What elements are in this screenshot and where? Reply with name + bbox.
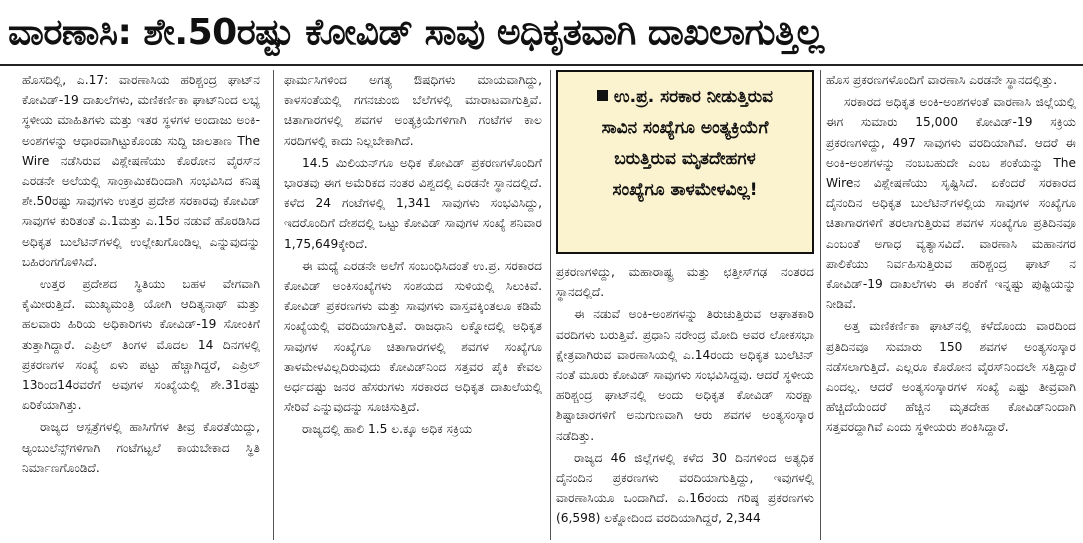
article-paragraph: ಅತ್ತ ಮಣಿಕರ್ಣಿಕಾ ಘಾಟ್‌ನಲ್ಲಿ ಕಳೆದೊಂದು ವಾರದಿಂದ ಪ್ರತಿದಿನವೂ ಸುಮಾರು 150 ಶವಗಳ ಅಂತ್ಯಸಂಸ್ಕಾರ ನಡೆಸಲಾಗುತ್ತಿದೆ. ಎಲ್ಲರೂ ಕೊರೋನ ವೈರಸ್‌ನಿಂದಲೇ ಸತ್ತಿದ್ದಾರೆ ಎಂದಲ್ಲ. ಆದರೆ ಅಂತ್ಯಸಂಸ್ಕಾರಗಳ ಸಂಖ್ಯೆ ಎಷ್ಟು ತೀವ್ರವಾಗಿ ಹೆಚ್ಚಿದೆಯೆಂದರೆ ಹೆಚ್ಚಿನ ಮೃತದೇಹ ಕೋವಿಡ್‌ನಿಂದಾಗಿ ಸತ್ತವರದ್ದಾಗಿವೆ ಎಂದು ಸ್ಥಳೀಯರು ಶಂಕಿಸಿದ್ದಾರೆ. [826, 319, 1076, 435]
article-paragraph: ಫಾರ್ಮಸಿಗಳಿಂದ ಅಗತ್ಯ ಔಷಧಿಗಳು ಮಾಯವಾಗಿದ್ದು, ಕಾಳಸಂತೆಯಲ್ಲಿ ಗಗನಚುಂಬಿ ಬೆಲೆಗಳಲ್ಲಿ ಮಾರಾಟವಾಗುತ್ತಿವೆ. ಚಿತಾಗಾರಗಳಲ್ಲಿ ಶವಗಳ ಅಂತ್ಯಕ್ರಿಯೆಗಳಿಗಾಗಿ ಗಂಟೆಗಳ ಕಾಲ ಸರದಿಗಳಲ್ಲಿ ಕಾದು ನಿಲ್ಲಬೇಕಾಗಿದೆ. [284, 73, 542, 148]
article-column-3 [556, 262, 814, 540]
headline-rule [0, 64, 1083, 66]
article-column-2 [284, 70, 542, 540]
article-paragraph: ಉತ್ತರ ಪ್ರದೇಶದ ಸ್ಥಿತಿಯು ಬಹಳ ವೇಗವಾಗಿ ಕೈಮೀರುತ್ತಿದೆ. ಮುಖ್ಯಮಂತ್ರಿ ಯೋಗಿ ಆದಿತ್ಯನಾಥ್ ಮತ್ತು ಹಲವಾರು ಹಿರಿಯ ಅಧಿಕಾರಿಗಳು ಕೋವಿಡ್-19 ಸೋಂಕಿಗೆ ತುತ್ತಾಗಿದ್ದಾರೆ. ಎಪ್ರಿಲ್ ತಿಂಗಳ ಮೊದಲ 14 ದಿನಗಳಲ್ಲಿ ಪ್ರಕರಣಗಳ ಸಂಖ್ಯೆ ಏಳು ಪಟ್ಟು ಹೆಚ್ಚಾಗಿದ್ದರೆ, ಎಪ್ರಿಲ್ 13ರಿಂದ14ರವರೆಗೆ ಅವುಗಳ ಸಂಖ್ಯೆಯಲ್ಲಿ ಶೇ.31ರಷ್ಟು ಏರಿಕೆಯಾಗಿತ್ತು. [22, 277, 260, 413]
pull-quote-text: ಉ.ಪ್ರ. ಸರಕಾರ ನೀಡುತ್ತಿರುವ [613, 87, 774, 107]
pull-quote-line: ಸಾವಿನ ಸಂಖ್ಯೆಗೂ ಅಂತ್ಯಕ್ರಿಯೆಗೆ [601, 118, 769, 138]
article-paragraph: ರಾಜ್ಯದ ಆಸ್ಪತ್ರೆಗಳಲ್ಲಿ ಹಾಸಿಗೆಗಳ ತೀವ್ರ ಕೊರತೆಯಿದ್ದು, ಆ್ಯಂಬುಲೆನ್ಸ್‌ಗಳಿಗಾಗಿ ಗಂಟೆಗಟ್ಟಲೆ ಕಾಯಬೇಕಾದ ಸ್ಥಿತಿ ನಿರ್ಮಾಣಗೊಂಡಿದೆ. [22, 420, 260, 475]
pull-quote-line [570, 82, 800, 113]
headline: ವಾರಣಾಸಿ: ಶೇ.50ರಷ್ಟು ಕೋವಿಡ್ ಸಾವು ಅಧಿಕೃತವಾಗಿ ದಾಖಲಾಗುತ್ತಿಲ್ಲ [8, 12, 824, 53]
article-paragraph: ರಾಜ್ಯದಲ್ಲಿ ಹಾಲಿ 1.5 ಲ.ಕ್ಕೂ ಅಧಿಕ ಸಕ್ರಿಯ [302, 422, 473, 437]
article-column-1 [22, 70, 260, 540]
column-divider [273, 70, 274, 540]
square-bullet-icon [597, 90, 608, 101]
pull-quote-line: ಬರುತ್ತಿರುವ ಮೃತದೇಹಗಳ [614, 149, 756, 169]
article-paragraph: ಸರಕಾರದ ಅಧಿಕೃತ ಅಂಕಿ-ಅಂಶಗಳಂತೆ ವಾರಣಾಸಿ ಜಿಲ್ಲೆಯಲ್ಲಿ ಈಗ ಸುಮಾರು 15,000 ಕೋವಿಡ್-19 ಸಕ್ರಿಯ ಪ್ರಕರಣಗಳಿದ್ದು, 497 ಸಾವುಗಳು ವರದಿಯಾಗಿವೆ. ಆದರೆ ಈ ಅಂಕಿ-ಅಂಶಗಳನ್ನು ನಂಬಬಹುದೇ ಎಂಬ ಶಂಕೆಯನ್ನು The Wireನ ವಿಶ್ಲೇಷಣೆಯು ಸೃಷ್ಟಿಸಿದೆ. ಏಕೆಂದರೆ ಸರಕಾರದ ದೈನಂದಿನ ಅಧಿಕೃತ ಬುಲೆಟಿನ್‌ಗಳಲ್ಲಿಯ ಸಾವುಗಳ ಸಂಖ್ಯೆಗೂ ಚಿತಾಗಾರಗಳಿಗೆ ತರಲಾಗುತ್ತಿರುವ ಶವಗಳ ಸಂಖ್ಯೆಗೂ ಪ್ರತಿದಿನವೂ ಎಂಬಂತೆ ಅಗಾಧ ವ್ಯತ್ಯಾಸವಿದೆ. ವಾರಣಾಸಿ ಮಹಾನಗರ ಪಾಲಿಕೆಯು ನಿರ್ವಹಿಸುತ್ತಿರುವ ಹರಿಶ್ಚಂದ್ರ ಘಾಟ್ ನ ಕೋವಿಡ್-19 ದಾಖಲೆಗಳು ಈ ಶಂಕೆಗೆ ಇನ್ನಷ್ಟು ಪುಷ್ಟಿಯನ್ನು ನೀಡಿವೆ. [826, 95, 1076, 312]
article-paragraph: ಹೊಸ ಪ್ರಕರಣಗಳೊಂದಿಗೆ ವಾರಣಾಸಿ ಎರಡನೇ ಸ್ಥಾನದಲ್ಲಿತ್ತು. [826, 73, 1058, 87]
column-divider [820, 70, 821, 540]
article-paragraph: ಪ್ರಕರಣಗಳಿದ್ದು, ಮಹಾರಾಷ್ಟ್ರ ಮತ್ತು ಛತ್ತೀಸ್‌ಗಢ ನಂತರದ ಸ್ಥಾನದಲ್ಲಿದೆ. [556, 265, 814, 300]
pull-quote-box [556, 70, 814, 254]
column-divider [550, 70, 551, 540]
article-paragraph: ಈ ಮಧ್ಯೆ ಎರಡನೇ ಅಲೆಗೆ ಸಂಬಂಧಿಸಿದಂತೆ ಉ.ಪ್ರ. ಸರಕಾರದ ಕೋವಿಡ್ ಅಂಕಿಸಂಖ್ಯೆಗಳು ಸಂಶಯದ ಸುಳಿಯಲ್ಲಿ ಸಿಲುಕಿವೆ. ಕೋವಿಡ್ ಪ್ರಕರಣಗಳು ಮತ್ತು ಸಾವುಗಳು ವಾಸ್ತವಕ್ಕಿಂತಲೂ ಕಡಿಮೆ ಸಂಖ್ಯೆಯಲ್ಲಿ ವರದಿಯಾಗುತ್ತಿವೆ. ರಾಜಧಾನಿ ಲಕ್ನೋದಲ್ಲಿ ಅಧಿಕೃತ ಸಾವುಗಳ ಸಂಖ್ಯೆಗೂ ಚಿತಾಗಾರಗಳಲ್ಲಿ ಶವಗಳ ಸಂಖ್ಯೆಗೂ ತಾಳಮೇಳವಿಲ್ಲದಿರುವುದು ಕೋವಿಡ್‌ನಿಂದ ಸತ್ತವರ ಪೈಕಿ ಕೇವಲ ಅರ್ಧದಷ್ಟು ಜನರ ಹೆಸರುಗಳು ಸರಕಾರದ ಅಧಿಕೃತ ದಾಖಲೆಯಲ್ಲಿ ಸೇರಿವೆ ಎನ್ನುವುದನ್ನು ಸೂಚಿಸುತ್ತಿದೆ. [284, 258, 542, 415]
article-column-4 [826, 70, 1076, 540]
article-paragraph: 14.5 ಮಿಲಿಯನ್‌ಗೂ ಅಧಿಕ ಕೋವಿಡ್ ಪ್ರಕರಣಗಳೊಂದಿಗೆ ಭಾರತವು ಈಗ ಅಮೆರಿಕದ ನಂತರ ವಿಶ್ವದಲ್ಲಿ ಎರಡನೇ ಸ್ಥಾನದಲ್ಲಿದೆ. ಕಳೆದ 24 ಗಂಟೆಗಳಲ್ಲಿ 1,341 ಸಾವುಗಳು ಸಂಭವಿಸಿದ್ದು, ಇದರೊಂದಿಗೆ ದೇಶದಲ್ಲಿ ಒಟ್ಟು ಕೋವಿಡ್ ಸಾವುಗಳ ಸಂಖ್ಯೆ ಶನಿವಾರ 1,75,649ಕ್ಕೇರಿದೆ. [284, 155, 542, 251]
article-paragraph: ಹೊಸದಿಲ್ಲಿ, ಎ.17: ವಾರಣಾಸಿಯ ಹರಿಶ್ಚಂದ್ರ ಘಾಟ್‌ನ ಕೋವಿಡ್-19 ದಾಖಲೆಗಳು, ಮಣಿಕರ್ಣಿಕಾ ಘಾಟ್‌ನಿಂದ ಲಭ್ಯ ಸ್ಥಳೀಯ ಮಾಹಿತಿಗಳು ಮತ್ತು ಇತರ ಸ್ಥಳಗಳ ಅಂದಾಜು ಅಂಕಿ-ಅಂಶಗಳನ್ನು ಆಧಾರವಾಗಿಟ್ಟುಕೊಂಡು ಸುದ್ದಿ ಜಾಲತಾಣ The Wire ನಡೆಸಿರುವ ವಿಶ್ಲೇಷಣೆಯು ಕೊರೋನ ವೈರಸ್‌ನ ಎರಡನೇ ಅಲೆಯಲ್ಲಿ ಸಾಂಕ್ರಾಮಿಕದಿಂದಾಗಿ ಸಂಭವಿಸಿದ ಕನಿಷ್ಠ ಶೇ.50ರಷ್ಟು ಸಾವುಗಳು ಉತ್ತರ ಪ್ರದೇಶ ಸರಕಾರವು ಕೋವಿಡ್ ಸಾವುಗಳ ಕುರಿತಂತೆ ಎ.1ಮತ್ತು ಎ.15ರ ನಡುವೆ ಹೊರಡಿಸಿದ ಅಧಿಕೃತ ಬುಲೆಟಿನ್‌ಗಳಲ್ಲಿ ಉಲ್ಲೇಖಗೊಂಡಿಲ್ಲ ಎನ್ನುವುದನ್ನು ಬಹಿರಂಗಗೊಳಿಸಿದೆ. [22, 73, 260, 269]
article-paragraph: ಈ ನಡುವೆ ಅಂಕಿ-ಅಂಶಗಳನ್ನು ತಿರುಚುತ್ತಿರುವ ಆಘಾತಕಾರಿ ವರದಿಗಳು ಬರುತ್ತಿವೆ. ಪ್ರಧಾನಿ ನರೇಂದ್ರ ಮೋದಿ ಅವರ ಲೋಕಸಭಾ ಕ್ಷೇತ್ರವಾಗಿರುವ ವಾರಣಾಸಿಯಲ್ಲಿ ಎ.14ರಂದು ಅಧಿಕೃತ ಬುಲೆಟಿನ್ ನಂತೆ ಮೂರು ಕೋವಿಡ್ ಸಾವುಗಳು ಸಂಭವಿಸಿದ್ದವು. ಆದರೆ ಸ್ಥಳೀಯ ಹರಿಶ್ಚಂದ್ರ ಘಾಟ್‌ನಲ್ಲಿ ಅಂದು ಅಧಿಕೃತ ಕೋವಿಡ್ ಸುರಕ್ಷಾ ಶಿಷ್ಟಾಚಾರಗಳಿಗೆ ಅನುಗುಣವಾಗಿ ಆರು ಶವಗಳ ಅಂತ್ಯಸಂಸ್ಕಾರ ನಡೆದಿತ್ತು. [556, 307, 814, 443]
pull-quote-line: ಸಂಖ್ಯೆಗೂ ತಾಳಮೇಳವಿಲ್ಲ! [612, 180, 758, 200]
article-paragraph: ರಾಜ್ಯದ 46 ಜಿಲ್ಲೆಗಳಲ್ಲಿ ಕಳೆದ 30 ದಿನಗಳಿಂದ ಅತ್ಯಧಿಕ ದೈನಂದಿನ ಪ್ರಕರಣಗಳು ವರದಿಯಾಗುತ್ತಿದ್ದು, ಇವುಗಳಲ್ಲಿ ವಾರಣಾಸಿಯೂ ಒಂದಾಗಿದೆ. ಎ.16ರಂದು ಗರಿಷ್ಠ ಪ್ರಕರಣಗಳು (6,598) ಲಕ್ನೋದಿಂದ ವರದಿಯಾಗಿದ್ದರೆ, 2,344 [556, 450, 814, 526]
